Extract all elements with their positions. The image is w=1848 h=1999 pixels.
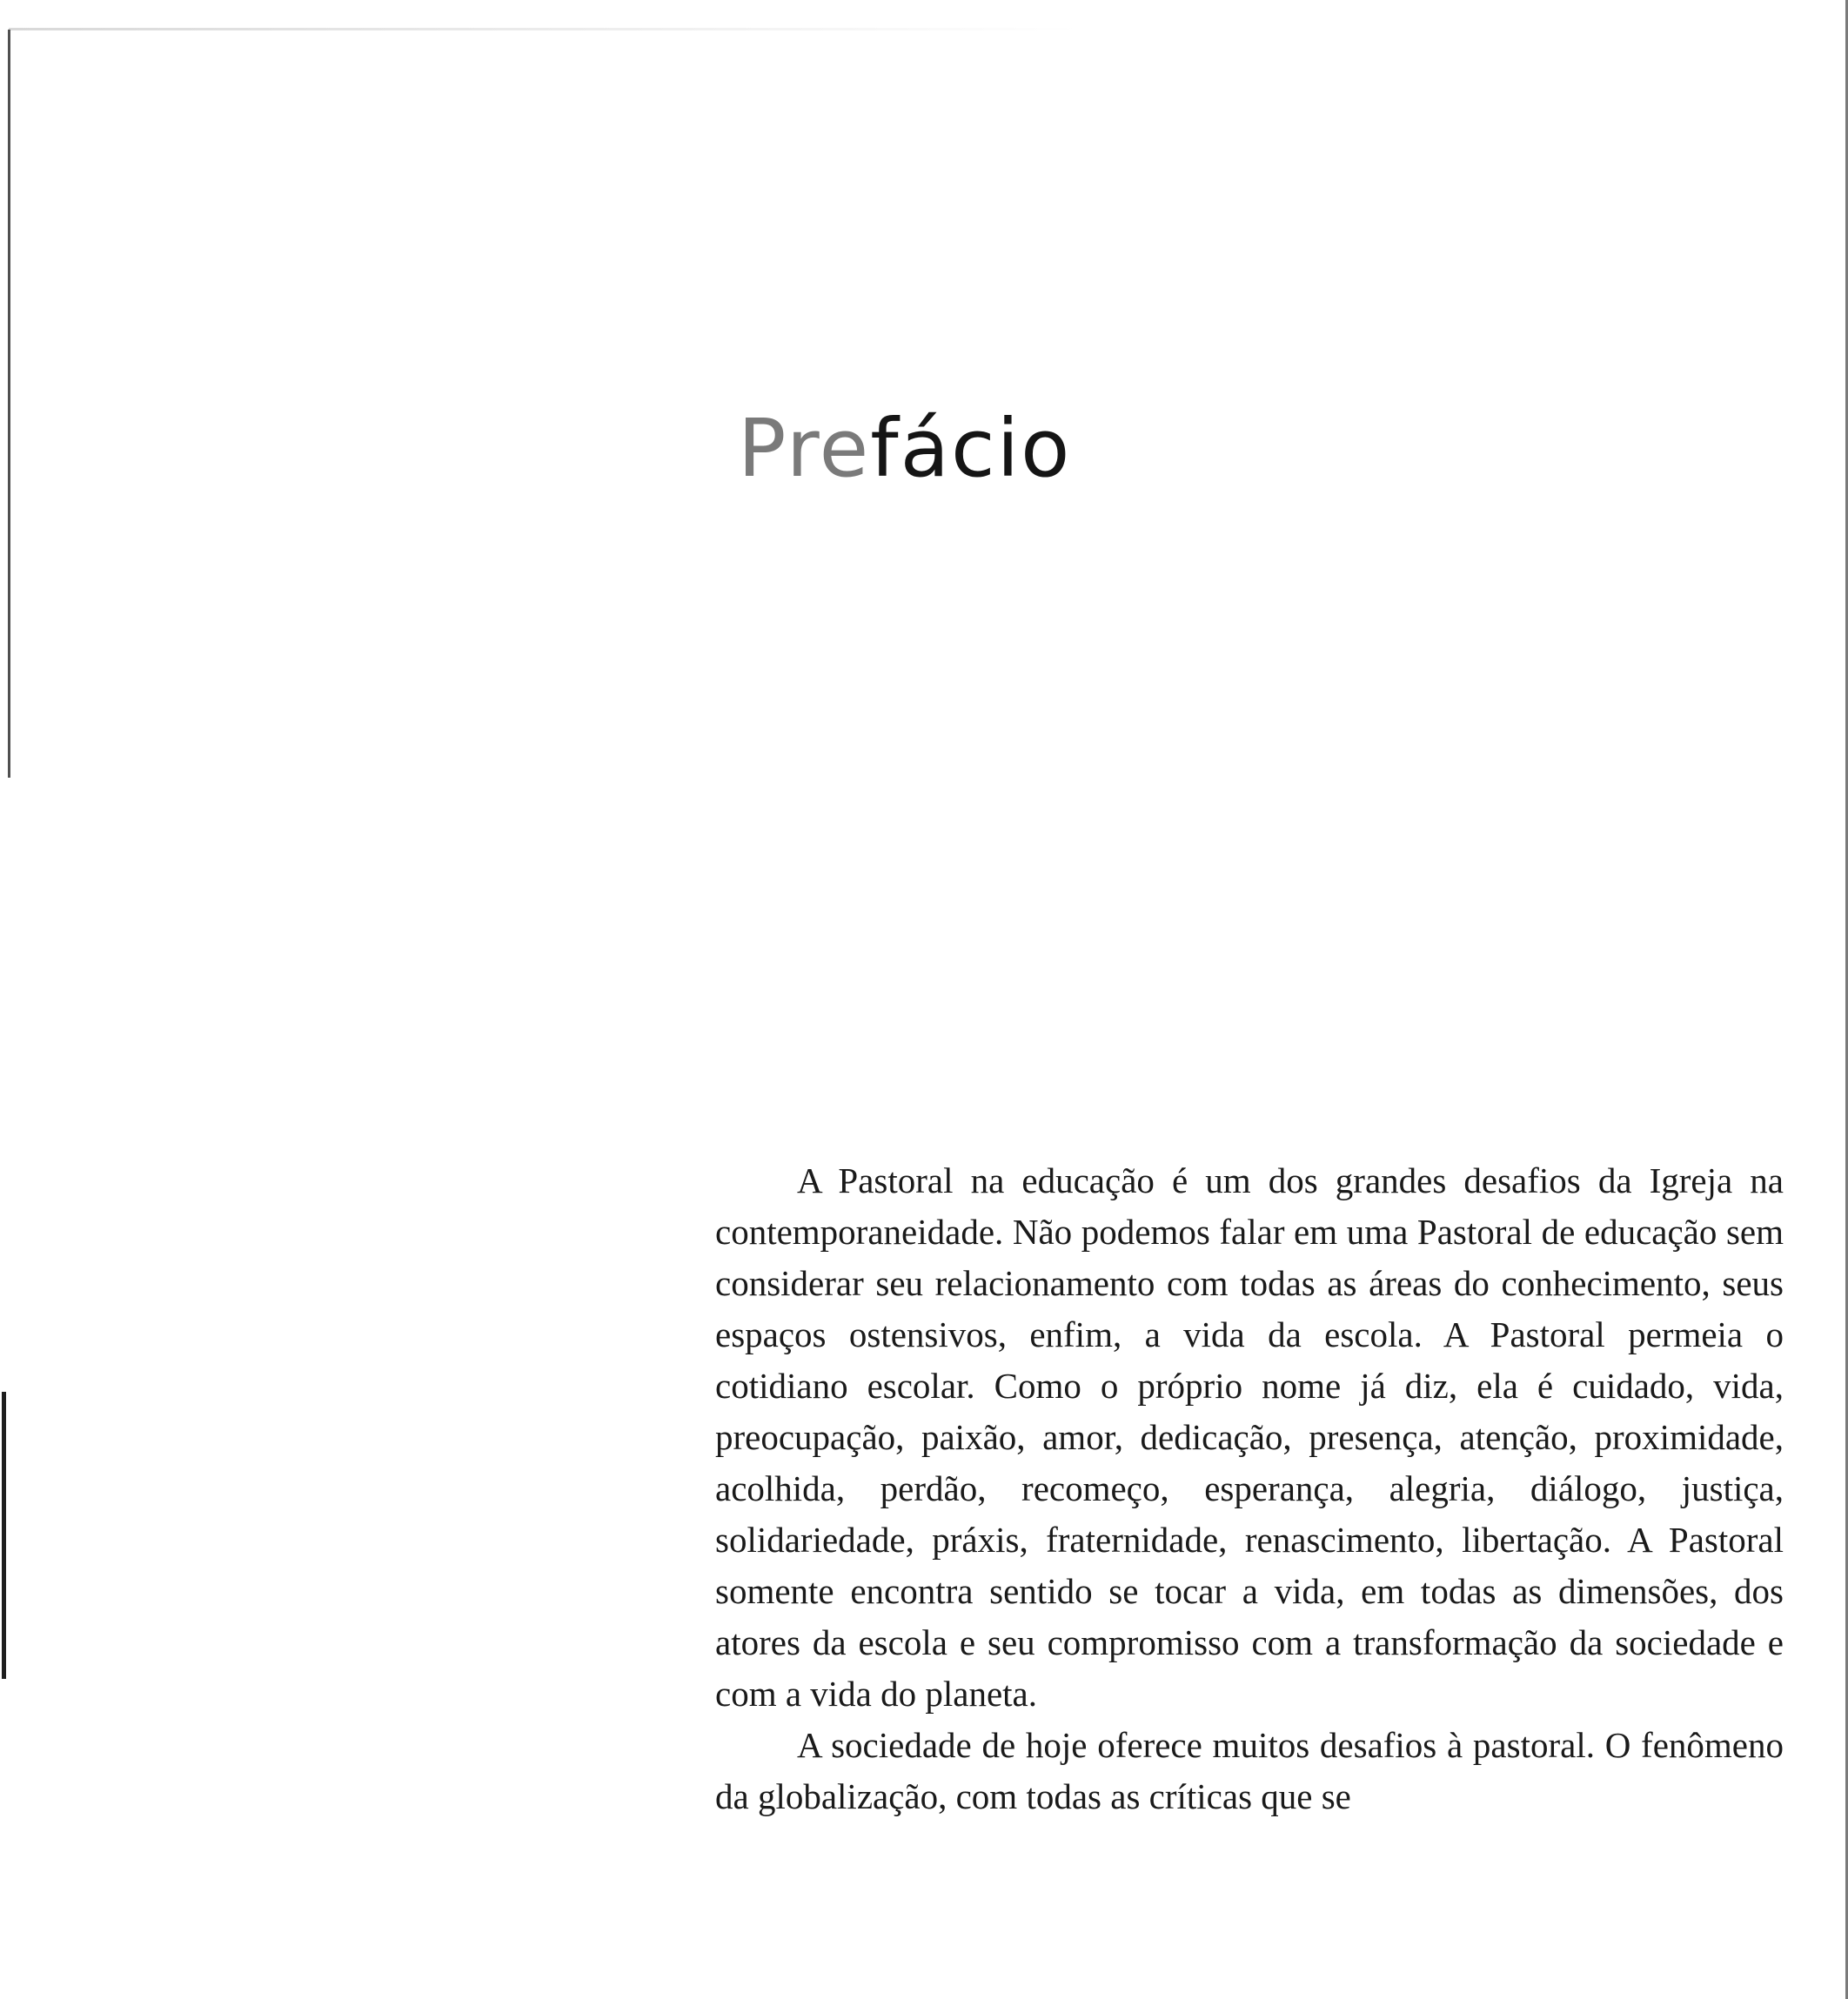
chapter-title-faded-part: Pre [738,402,871,495]
chapter-title-solid-part: fácio [870,402,1072,495]
scan-edge-left [8,30,10,778]
scan-edge-top [9,28,1079,30]
chapter-title [738,402,1072,495]
paragraph-1: A Pastoral na educação é um dos grandes desafios da Igreja na contemporaneidade. Não podemos falar em uma Pastoral de educação sem considerar seu relacionamento com todas as áreas do conhecimento, seus espaços ostensivos, enfim, a vida da escola. A Pastoral permeia o cotidiano escolar. Como o próprio nome já diz, ela é cuidado, vida, preocupação, paixão, amor, dedicação, presença, atenção, proximidade, acolhida, perdão, recomeço, esperança, alegria, diálogo, justiça, solidariedade, práxis, fraternidade, renascimento, libertação. A Pastoral somente encontra sentido se tocar a vida, em todas as dimensões, dos atores da escola e seu compromisso com a transformação da sociedade e com a vida do planeta. [715,1160,1784,1714]
scan-edge-left-lower [2,1392,6,1679]
body-text [715,1155,1784,1822]
paragraph-2: A sociedade de hoje oferece muitos desafios à pastoral. O fenômeno da globalização, com todas as críticas que se [715,1725,1784,1816]
